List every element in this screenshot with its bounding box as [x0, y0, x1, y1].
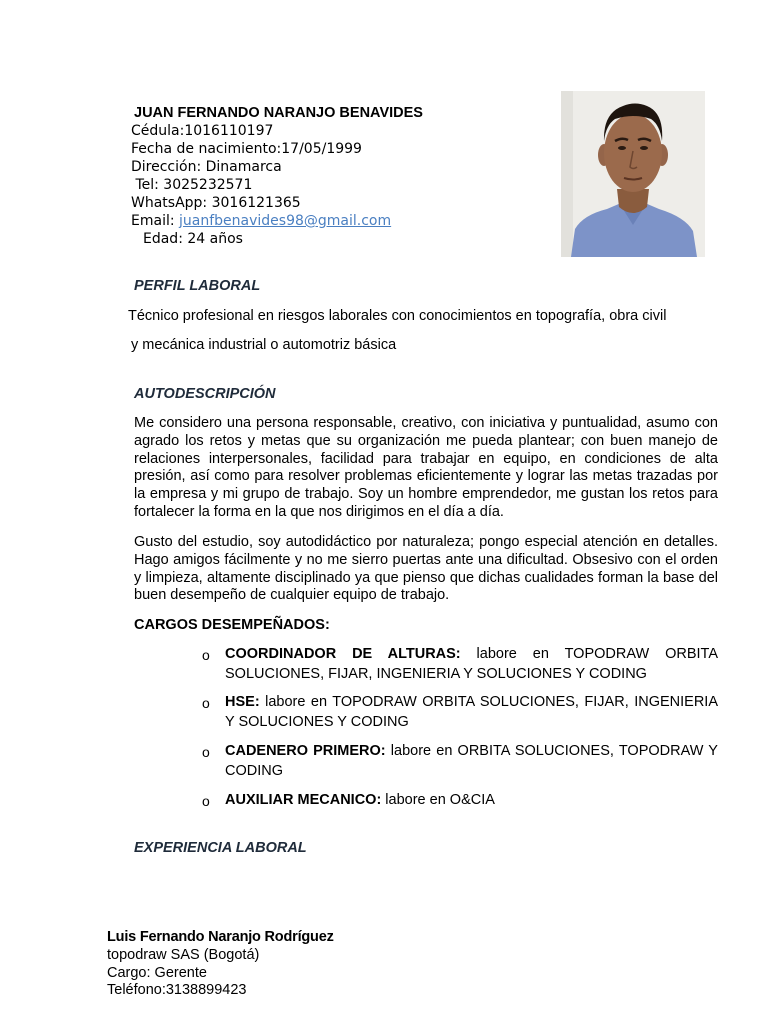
cargo-item [225, 791, 718, 811]
cargo-description: labore en TOPODRAW ORBITA SOLUCIONES, FIJAR, INGENIERIA Y SOLUCIONES Y CODING [225, 694, 718, 730]
phone-text: Tel: 3025232571 [131, 177, 253, 193]
cargo-description: labore en TOPODRAW ORBITA SOLUCIONES, FIJAR, INGENIERIA Y SOLUCIONES Y CODING [225, 646, 718, 682]
cargo-role: AUXILIAR MECANICO: [225, 792, 382, 808]
cargos-title: CARGOS DESEMPEÑADOS: [134, 617, 330, 633]
bullet-marker: o [202, 793, 210, 809]
birth-date-text: Fecha de nacimiento:17/05/1999 [131, 141, 362, 157]
bullet-marker: o [202, 695, 210, 711]
cedula-text: Cédula:1016110197 [131, 123, 274, 139]
email-label: Email: [131, 213, 180, 229]
reference-cargo: Cargo: Gerente [107, 965, 207, 981]
profile-photo [561, 91, 705, 257]
cargo-item [225, 693, 718, 732]
cargo-description: labore en O&CIA [381, 792, 495, 808]
email-link[interactable]: juanfbenavides98@gmail.com [179, 213, 392, 229]
reference-name: Luis Fernando Naranjo Rodríguez [107, 929, 334, 945]
autodescripcion-paragraph-2: Gusto del estudio, soy autodidáctico por naturaleza; pongo especial atención en detalles. Hago amigos fácilmente y no me sierro puertas ante una dificultad. Obsesivo con el orden y limpieza, altamente disciplinado ya que pienso que dichas cualidades forman la base del buen desempeño de cualquier equipo de trabajo. [134, 534, 718, 604]
age-text: Edad: 24 años [143, 231, 243, 247]
perfil-line-2: y mecánica industrial o automotriz básica [131, 337, 397, 353]
perfil-line-1: Técnico profesional en riesgos laborales con conocimientos en topografía, obra civil [128, 308, 667, 324]
bullet-marker: o [202, 647, 210, 663]
reference-company: topodraw SAS (Bogotá) [107, 947, 260, 963]
autodescripcion-paragraph-1: Me considero una persona responsable, creativo, con iniciativa y puntualidad, asumo con agrado los retos y metas que su organización me pueda plantear; con buen manejo de relaciones interpersonales, facilidad para trabajar en equipo, en condiciones de alta presión, así como para resolver problemas eficientemente y lograr las metas trazadas por la empresa y mi grupo de trabajo. Soy un hombre emprendedor, me gustan los retos para fortalecer la forma en la que nos dirigimos en el día a día. [134, 415, 718, 520]
autodescripcion-title: AUTODESCRIPCIÓN [134, 386, 276, 402]
cargo-item [225, 742, 718, 781]
reference-phone: Teléfono:3138899423 [107, 982, 247, 998]
cargo-description: labore en ORBITA SOLUCIONES, TOPODRAW Y CODING [225, 743, 718, 779]
cargo-item [225, 645, 718, 684]
cargo-role: HSE: [225, 694, 260, 710]
perfil-title: PERFIL LABORAL [134, 278, 261, 294]
address-text: Dirección: Dinamarca [131, 159, 282, 175]
cargo-role: COORDINADOR DE ALTURAS: [225, 646, 461, 662]
candidate-name: JUAN FERNANDO NARANJO BENAVIDES [134, 105, 423, 121]
email-line [131, 212, 391, 230]
experiencia-title: EXPERIENCIA LABORAL [134, 840, 307, 856]
bullet-marker: o [202, 744, 210, 760]
whatsapp-text: WhatsApp: 3016121365 [131, 195, 301, 211]
cargo-role: CADENERO PRIMERO: [225, 743, 386, 759]
